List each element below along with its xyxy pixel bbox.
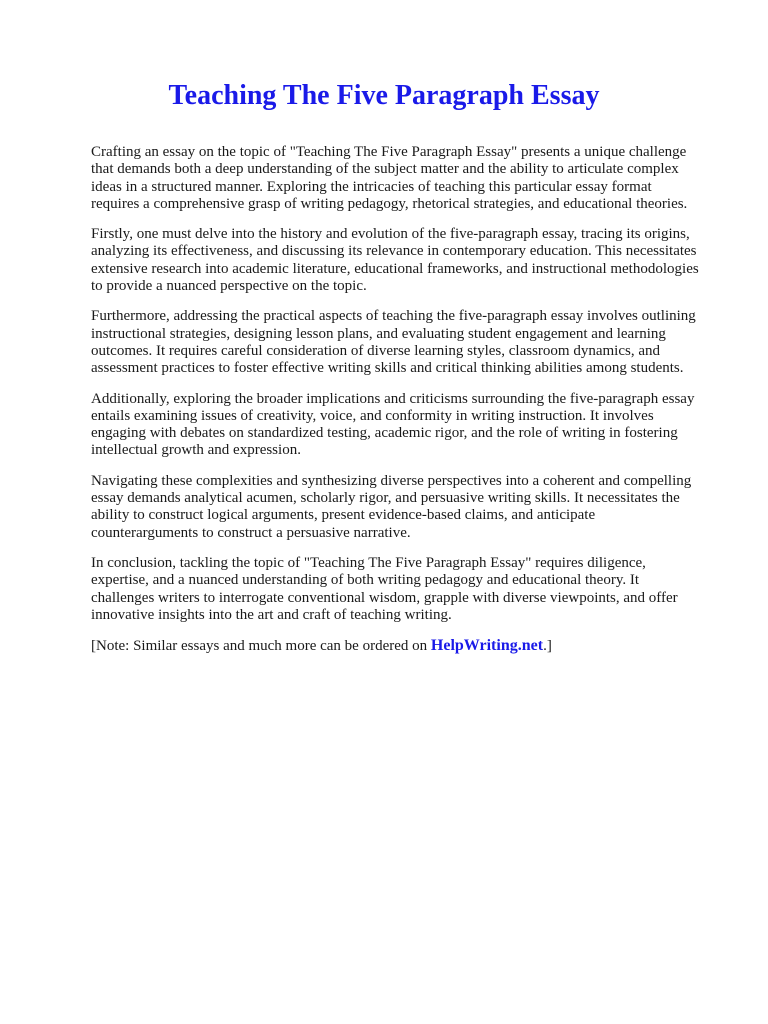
paragraph-practical: Furthermore, addressing the practical aspects of teaching the five-paragraph essay involves outlining instructional strategies, designing lesson plans, and evaluating student engagement and learning outcomes. It requires careful consideration of diverse learning styles, classroom dynamics, and assessment practices to foster effective writing skills and critical thinking abilities among students. xyxy=(91,308,696,377)
document-body xyxy=(91,144,699,655)
paragraph-history: Firstly, one must delve into the history and evolution of the five-paragraph essay, tracing its origins, analyzing its effectiveness, and discussing its relevance in contemporary education. This necessitates extensive research into academic literature, educational frameworks, and instructional methodologies to provide a nuanced perspective on the topic. xyxy=(91,226,699,295)
order-note-suffix: .] xyxy=(543,638,552,655)
order-note xyxy=(91,637,699,655)
paragraph-complexities: Navigating these complexities and synthesizing diverse perspectives into a coherent and compelling essay demands analytical acumen, scholarly rigor, and persuasive writing skills. It necessitates the ability to construct logical arguments, present evidence-based claims, and anticipate counterarguments to construct a persuasive narrative. xyxy=(91,472,692,541)
helpwriting-link[interactable]: HelpWriting.net xyxy=(430,637,544,655)
order-note-prefix: [Note: Similar essays and much more can be ordered on xyxy=(91,638,431,655)
paragraph-implications: Additionally, exploring the broader implications and criticisms surrounding the five-paragraph essay entails examining issues of creativity, voice, and conformity in writing instruction. It involves engaging with debates on standardized testing, academic rigor, and the role of writing in fostering intellectual growth and expression. xyxy=(91,390,695,459)
document-title: Teaching The Five Paragraph Essay xyxy=(168,80,600,111)
paragraph-intro: Crafting an essay on the topic of "Teaching The Five Paragraph Essay" presents a unique challenge that demands both a deep understanding of the subject matter and the ability to articulate complex ideas in a structured manner. Exploring the intricacies of teaching this particular essay format requires a comprehensive grasp of writing pedagogy, rhetorical strategies, and educational theories. xyxy=(91,144,688,212)
paragraph-conclusion: In conclusion, tackling the topic of "Teaching The Five Paragraph Essay" requires diligence, expertise, and a nuanced understanding of both writing pedagogy and educational theory. It challenges writers to interrogate conventional wisdom, grapple with diverse viewpoints, and offer innovative insights into the art and craft of teaching writing. xyxy=(91,554,678,623)
